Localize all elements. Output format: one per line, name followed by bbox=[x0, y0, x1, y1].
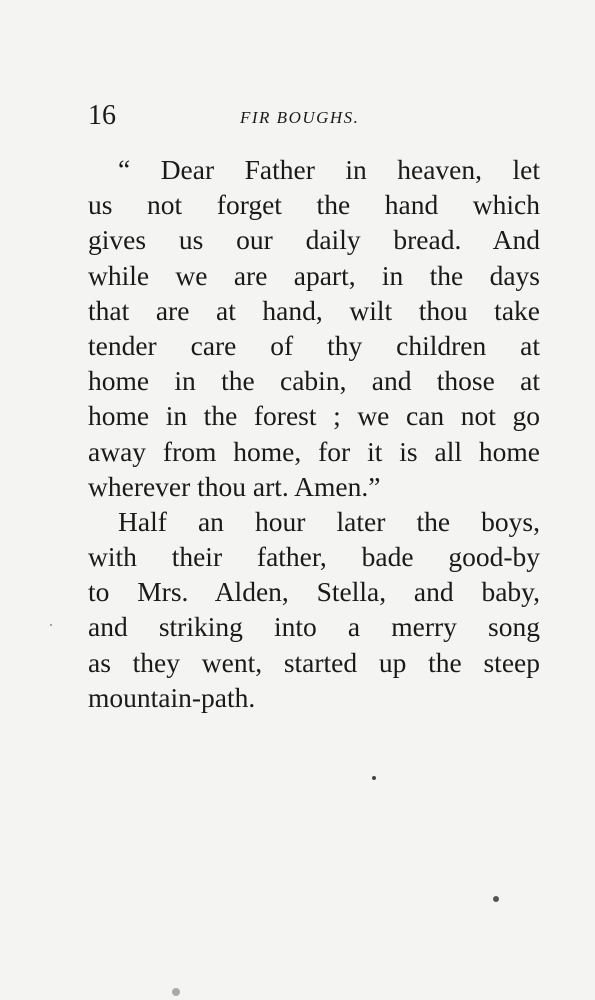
text-line: while we are apart, in the days bbox=[88, 259, 540, 291]
text-line: to Mrs. Alden, Stella, and baby, bbox=[88, 576, 540, 608]
page-number: 16 bbox=[88, 100, 116, 131]
ink-speck bbox=[50, 624, 52, 626]
body-text bbox=[88, 152, 540, 715]
ink-speck bbox=[372, 776, 376, 780]
text-line: us not forget the hand which bbox=[88, 189, 540, 221]
text-line: mountain-path. bbox=[88, 681, 256, 713]
ink-speck bbox=[493, 896, 499, 902]
text-line: with their father, bade good-by bbox=[88, 541, 540, 573]
text-line: gives us our daily bread. And bbox=[88, 224, 540, 256]
text-line: as they went, started up the steep bbox=[88, 646, 540, 678]
paragraph-prayer bbox=[88, 152, 540, 504]
text-line: home in the cabin, and those at bbox=[88, 365, 540, 397]
text-line: wherever thou art. Amen.” bbox=[88, 470, 381, 502]
text-line: away from home, for it is all home bbox=[88, 435, 540, 467]
ink-speck bbox=[172, 988, 180, 996]
text-line: that are at hand, wilt thou take bbox=[88, 294, 540, 326]
text-line: and striking into a merry song bbox=[88, 611, 540, 643]
paragraph-departure bbox=[88, 504, 540, 715]
text-line: “ Dear Father in heaven, let bbox=[118, 154, 540, 185]
text-line: home in the forest ; we can not go bbox=[88, 400, 540, 432]
running-head: FIR BOUGHS. bbox=[240, 108, 360, 127]
text-line: tender care of thy children at bbox=[88, 329, 540, 361]
text-line: Half an hour later the boys, bbox=[118, 505, 540, 537]
